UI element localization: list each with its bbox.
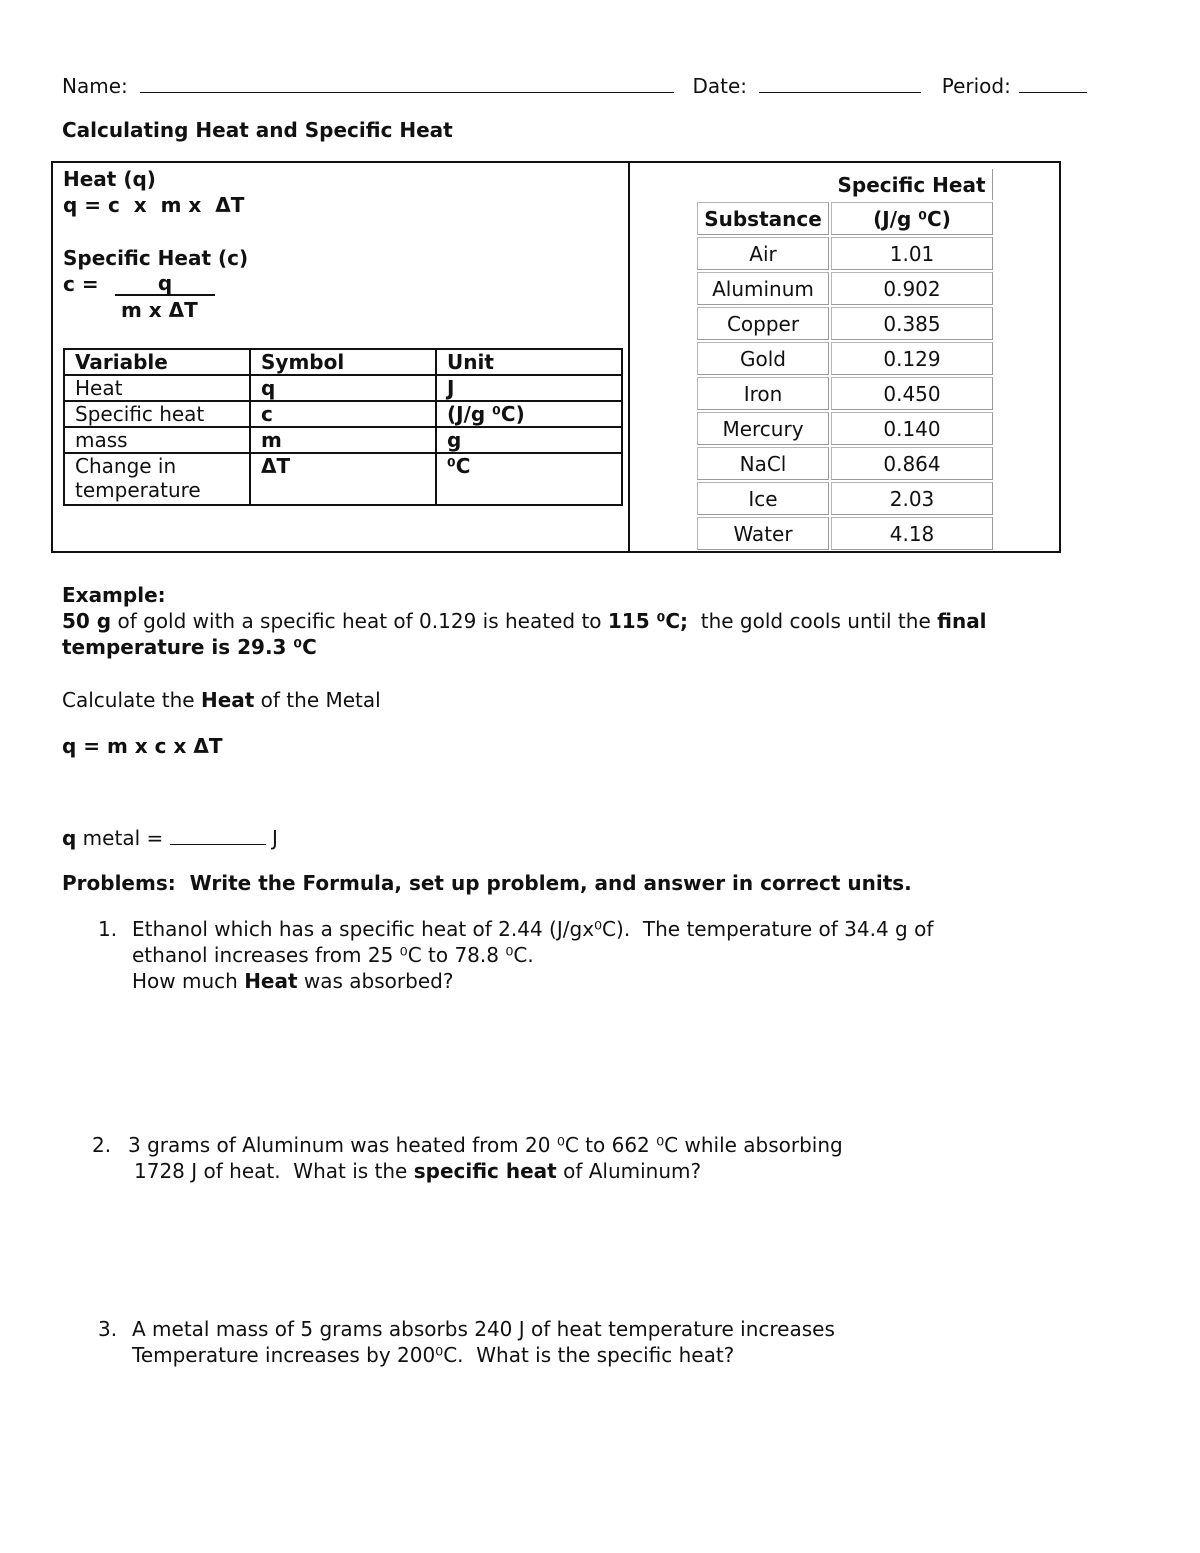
substance-cell: Air: [697, 237, 829, 270]
problem-number: 1.: [98, 917, 118, 941]
table-row: [64, 375, 622, 401]
example-formula: q = m x c x ΔT: [62, 734, 223, 758]
unit-cell: g: [436, 427, 622, 453]
symbol-cell: ΔT: [250, 453, 436, 505]
problem-1-line-2: ethanol increases from 25 ⁰C to 78.8 ⁰C.: [132, 943, 534, 967]
specific-heat-numerator: q: [115, 272, 215, 296]
calculate-text: Calculate the: [62, 688, 201, 712]
variable-table: [63, 348, 623, 506]
specific-heat-lhs: c =: [63, 272, 99, 296]
substance-cell: Water: [697, 517, 829, 550]
heat-heading: Heat (q): [63, 167, 156, 191]
name-label: Name:: [62, 74, 128, 98]
problem-text: How much: [132, 969, 245, 993]
period-field-line[interactable]: [1019, 72, 1087, 93]
problem-2-line-2: [134, 1159, 701, 1183]
period-label: Period:: [941, 74, 1011, 98]
substance-cell: Aluminum: [697, 272, 829, 305]
variable-cell: Heat: [64, 375, 250, 401]
problem-number: 3.: [98, 1317, 118, 1341]
specific-heat-denominator: m x ΔT: [121, 298, 198, 322]
worksheet-title: Calculating Heat and Specific Heat: [62, 118, 453, 142]
specific-heat-table: [695, 167, 995, 552]
example-label: Example:: [62, 583, 166, 607]
example-initial-temp: 115 ⁰C;: [607, 609, 689, 633]
problems-label: Problems:: [62, 871, 176, 895]
table-row: [697, 517, 993, 550]
table-row: [64, 427, 622, 453]
table-row: [697, 412, 993, 445]
substance-cell: Copper: [697, 307, 829, 340]
table-row: [697, 482, 993, 515]
example-line-1: [62, 609, 987, 633]
header-cell: (J/g ⁰C): [831, 202, 993, 235]
calculate-instruction: [62, 688, 381, 712]
value-cell: 0.140: [831, 412, 993, 445]
table-header-row: [64, 349, 622, 375]
box-divider: [628, 163, 630, 551]
example-text: the gold cools until the: [688, 609, 938, 633]
header-cell: Specific Heat: [831, 169, 993, 200]
header-cell: Variable: [64, 349, 250, 375]
q-metal-answer-line[interactable]: [170, 826, 266, 845]
table-row: [697, 237, 993, 270]
table-row: [697, 272, 993, 305]
symbol-cell: c: [250, 401, 436, 427]
substance-cell: NaCl: [697, 447, 829, 480]
q-symbol: q: [62, 826, 77, 850]
unit-cell: J: [436, 375, 622, 401]
unit-cell: (J/g ⁰C): [436, 401, 622, 427]
substance-cell: Gold: [697, 342, 829, 375]
value-cell: 0.129: [831, 342, 993, 375]
problems-instructions: Write the Formula, set up problem, and answer in correct units.: [175, 871, 912, 895]
date-label: Date:: [692, 74, 748, 98]
heat-formula: q = c x m x ΔT: [63, 193, 245, 217]
variable-cell: Change in temperature: [64, 453, 250, 505]
unit-cell: ⁰C: [436, 453, 622, 505]
problem-1-line-3: [132, 969, 453, 993]
table-header-row: [697, 169, 993, 200]
worksheet-header: [62, 72, 1087, 98]
table-row: [697, 447, 993, 480]
value-cell: 1.01: [831, 237, 993, 270]
value-cell: 2.03: [831, 482, 993, 515]
value-cell: 4.18: [831, 517, 993, 550]
date-field-line[interactable]: [759, 72, 921, 93]
symbol-cell: q: [250, 375, 436, 401]
problem-text: 1728 J of heat. What is the: [134, 1159, 414, 1183]
specific-heat-heading: Specific Heat (c): [63, 246, 249, 270]
substance-cell: Ice: [697, 482, 829, 515]
answer-text: metal =: [76, 826, 170, 850]
formula-box: [51, 161, 1061, 553]
header-cell: Symbol: [250, 349, 436, 375]
table-row: [64, 401, 622, 427]
table-header-row: [697, 202, 993, 235]
q-metal-answer: [62, 826, 278, 850]
substance-cell: Iron: [697, 377, 829, 410]
table-row: [64, 453, 622, 505]
value-cell: 0.450: [831, 377, 993, 410]
symbol-cell: m: [250, 427, 436, 453]
problems-heading: [62, 871, 912, 895]
problem-3-line-2: Temperature increases by 200⁰C. What is the specific heat?: [132, 1343, 735, 1367]
header-cell: Substance: [697, 202, 829, 235]
problem-bold: specific heat: [413, 1159, 557, 1183]
example-mass: 50 g: [62, 609, 112, 633]
variable-cell: mass: [64, 427, 250, 453]
name-field-line[interactable]: [140, 72, 674, 93]
example-text: of gold with a specific heat of 0.129 is heated to: [111, 609, 608, 633]
problem-2-line-1: 3 grams of Aluminum was heated from 20 ⁰C to 662 ⁰C while absorbing: [128, 1133, 843, 1157]
header-cell: Unit: [436, 349, 622, 375]
example-final-word: final: [937, 609, 987, 633]
table-row: [697, 377, 993, 410]
empty-cell: [697, 169, 829, 200]
problem-1-line-1: Ethanol which has a specific heat of 2.44 (J/gx⁰C). The temperature of 34.4 g of: [132, 917, 934, 941]
value-cell: 0.385: [831, 307, 993, 340]
value-cell: 0.864: [831, 447, 993, 480]
calculate-bold: Heat: [200, 688, 255, 712]
problem-text: was absorbed?: [297, 969, 454, 993]
problem-number: 2.: [92, 1133, 112, 1157]
table-row: [697, 307, 993, 340]
problem-bold: Heat: [244, 969, 298, 993]
variable-cell: Specific heat: [64, 401, 250, 427]
example-final-temp: temperature is 29.3 ⁰C: [62, 635, 317, 659]
problem-3-line-1: A metal mass of 5 grams absorbs 240 J of heat temperature increases: [132, 1317, 835, 1341]
value-cell: 0.902: [831, 272, 993, 305]
calculate-text: of the Metal: [254, 688, 381, 712]
table-row: [697, 342, 993, 375]
answer-unit: J: [265, 826, 278, 850]
problem-text: of Aluminum?: [556, 1159, 702, 1183]
substance-cell: Mercury: [697, 412, 829, 445]
